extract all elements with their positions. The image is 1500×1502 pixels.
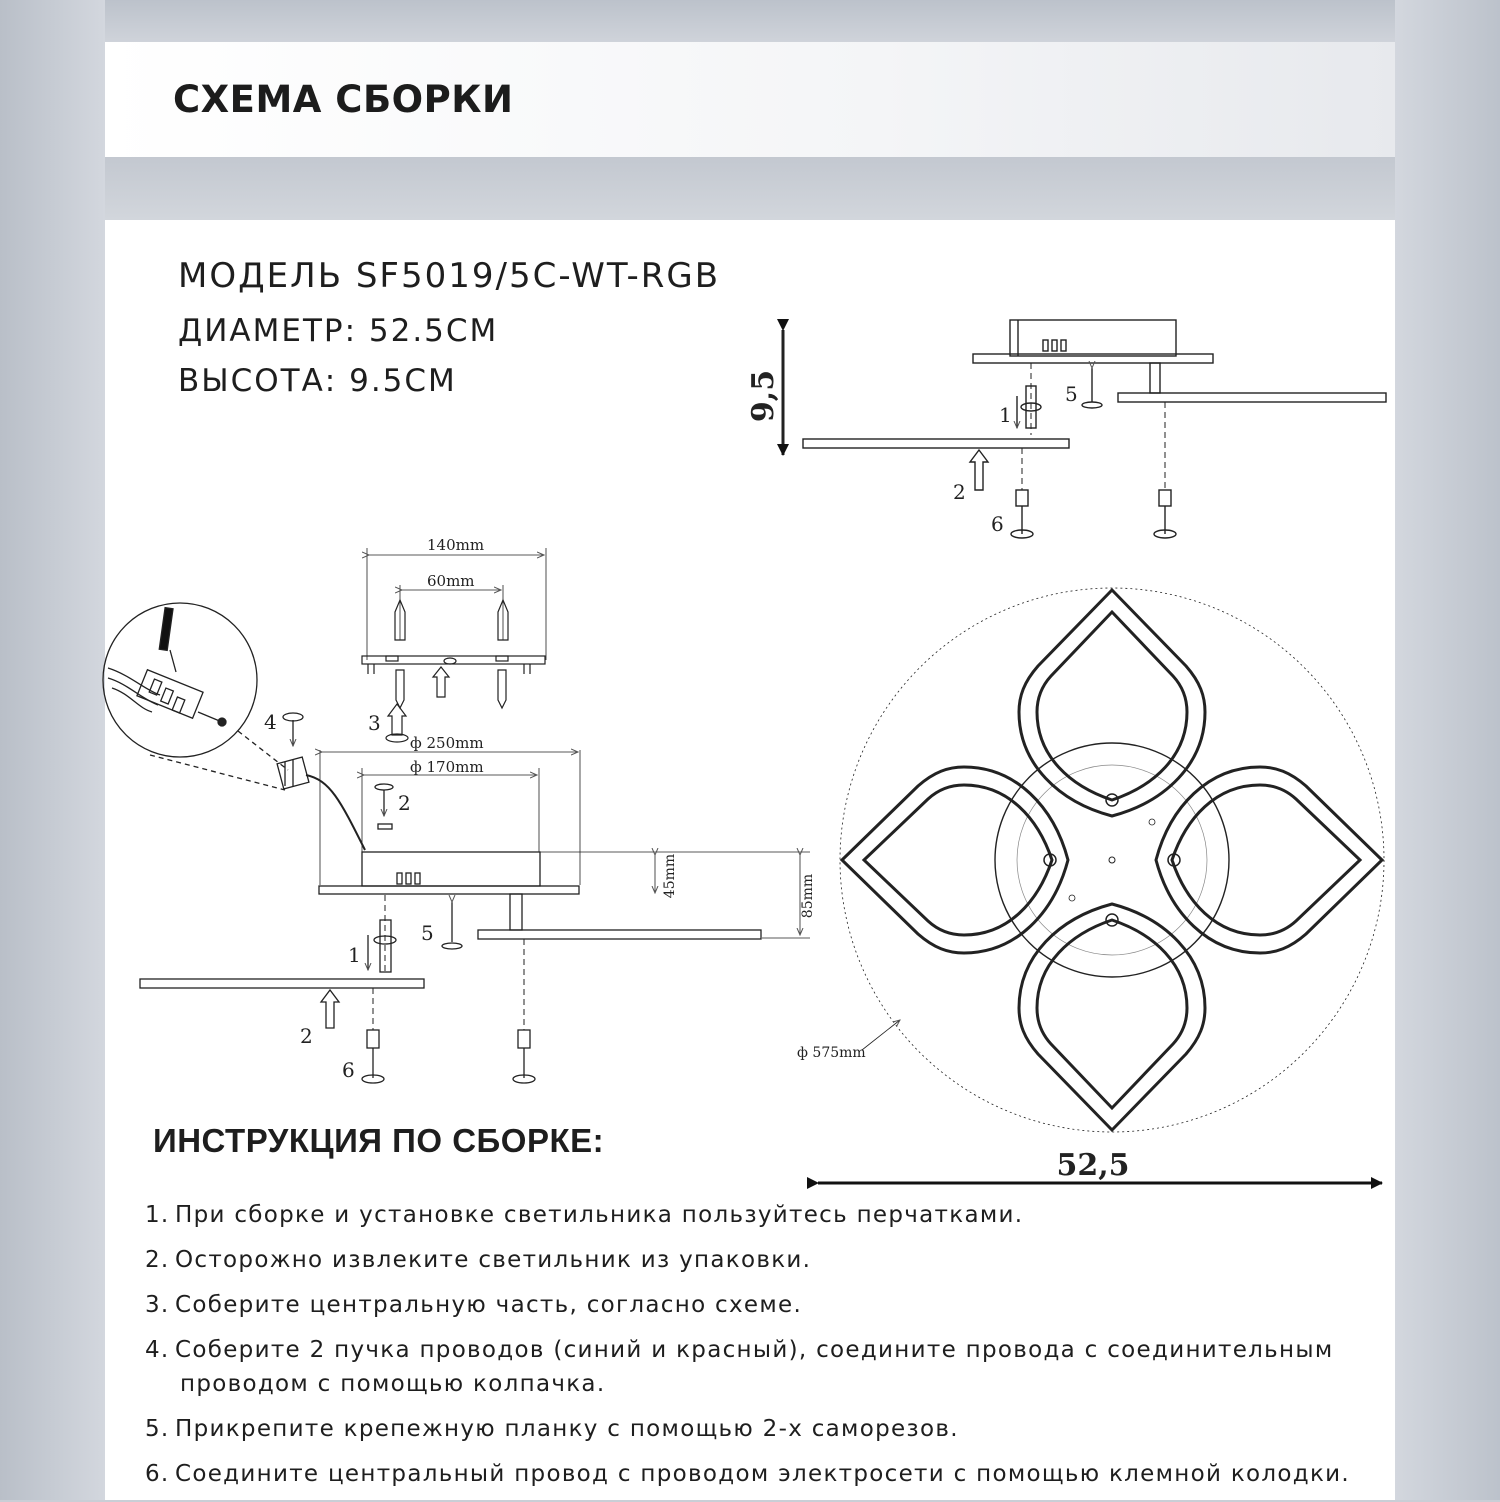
part-label-2c: 2 (300, 1024, 313, 1048)
instruction-step (145, 1457, 1385, 1491)
step-text: Осторожно извлеките светильник из упаковки. (175, 1247, 812, 1273)
part-label-6b: 6 (342, 1058, 355, 1082)
step-number: 3. (145, 1292, 170, 1318)
height-label: 9,5 (746, 369, 781, 423)
width-label: 52,5 (1056, 1148, 1130, 1183)
step-number: 2. (145, 1247, 170, 1273)
step-number: 6. (145, 1461, 170, 1487)
diameter-spec: ДИАМЕТР: 52.5СМ (178, 313, 499, 349)
page-title: СХЕМА СБОРКИ (173, 78, 514, 121)
top-band (105, 0, 1395, 42)
part-label-1b: 1 (348, 943, 361, 967)
part-label-1: 1 (999, 403, 1012, 427)
step-text: Соберите 2 пучка проводов (синий и красный), соедините провода с соединительным (175, 1337, 1334, 1363)
outer-background-right (1395, 0, 1500, 1500)
outer-background-left (0, 0, 105, 1500)
instruction-step (145, 1333, 1385, 1401)
step-text: Прикрепите крепежную планку с помощью 2-х саморезов. (175, 1416, 959, 1442)
part-label-2b: 2 (398, 791, 411, 815)
instruction-step (145, 1412, 1385, 1446)
dim-575: ф 575mm (797, 1045, 866, 1061)
model-spec: МОДЕЛЬ SF5019/5C-WT-RGB (178, 256, 721, 296)
step-number: 5. (145, 1416, 170, 1442)
dim-250: ф 250mm (410, 734, 484, 752)
step-text: При сборке и установке светильника пользуйтесь перчатками. (175, 1202, 1024, 1228)
instruction-step (145, 1243, 1385, 1277)
step-text: Соберите центральную часть, согласно схеме. (175, 1292, 803, 1318)
step-number: 4. (145, 1337, 170, 1363)
step-number: 1. (145, 1202, 170, 1228)
dim-85: 85mm (800, 873, 816, 919)
dim-170: ф 170mm (410, 758, 484, 776)
height-spec: ВЫСОТА: 9.5СМ (178, 363, 457, 399)
header-bar (105, 42, 1395, 157)
sub-band (105, 157, 1395, 220)
part-label-3: 3 (368, 711, 381, 735)
instruction-step (145, 1198, 1385, 1232)
step-text-continued: проводом с помощью колпачка. (180, 1371, 606, 1397)
part-label-6: 6 (991, 512, 1004, 536)
part-label-5: 5 (1065, 382, 1078, 406)
dim-45: 45mm (662, 853, 678, 899)
part-label-5b: 5 (421, 921, 434, 945)
instruction-steps (145, 1198, 1385, 1502)
part-label-4: 4 (264, 710, 277, 734)
dim-140: 140mm (427, 536, 485, 554)
step-text: Соедините центральный провод с проводом электросети с помощью клемной колодки. (175, 1461, 1351, 1487)
instruction-step (145, 1288, 1385, 1322)
part-label-2: 2 (953, 480, 966, 504)
instructions-title: ИНСТРУКЦИЯ ПО СБОРКЕ: (153, 1122, 605, 1159)
dim-60: 60mm (427, 572, 475, 590)
